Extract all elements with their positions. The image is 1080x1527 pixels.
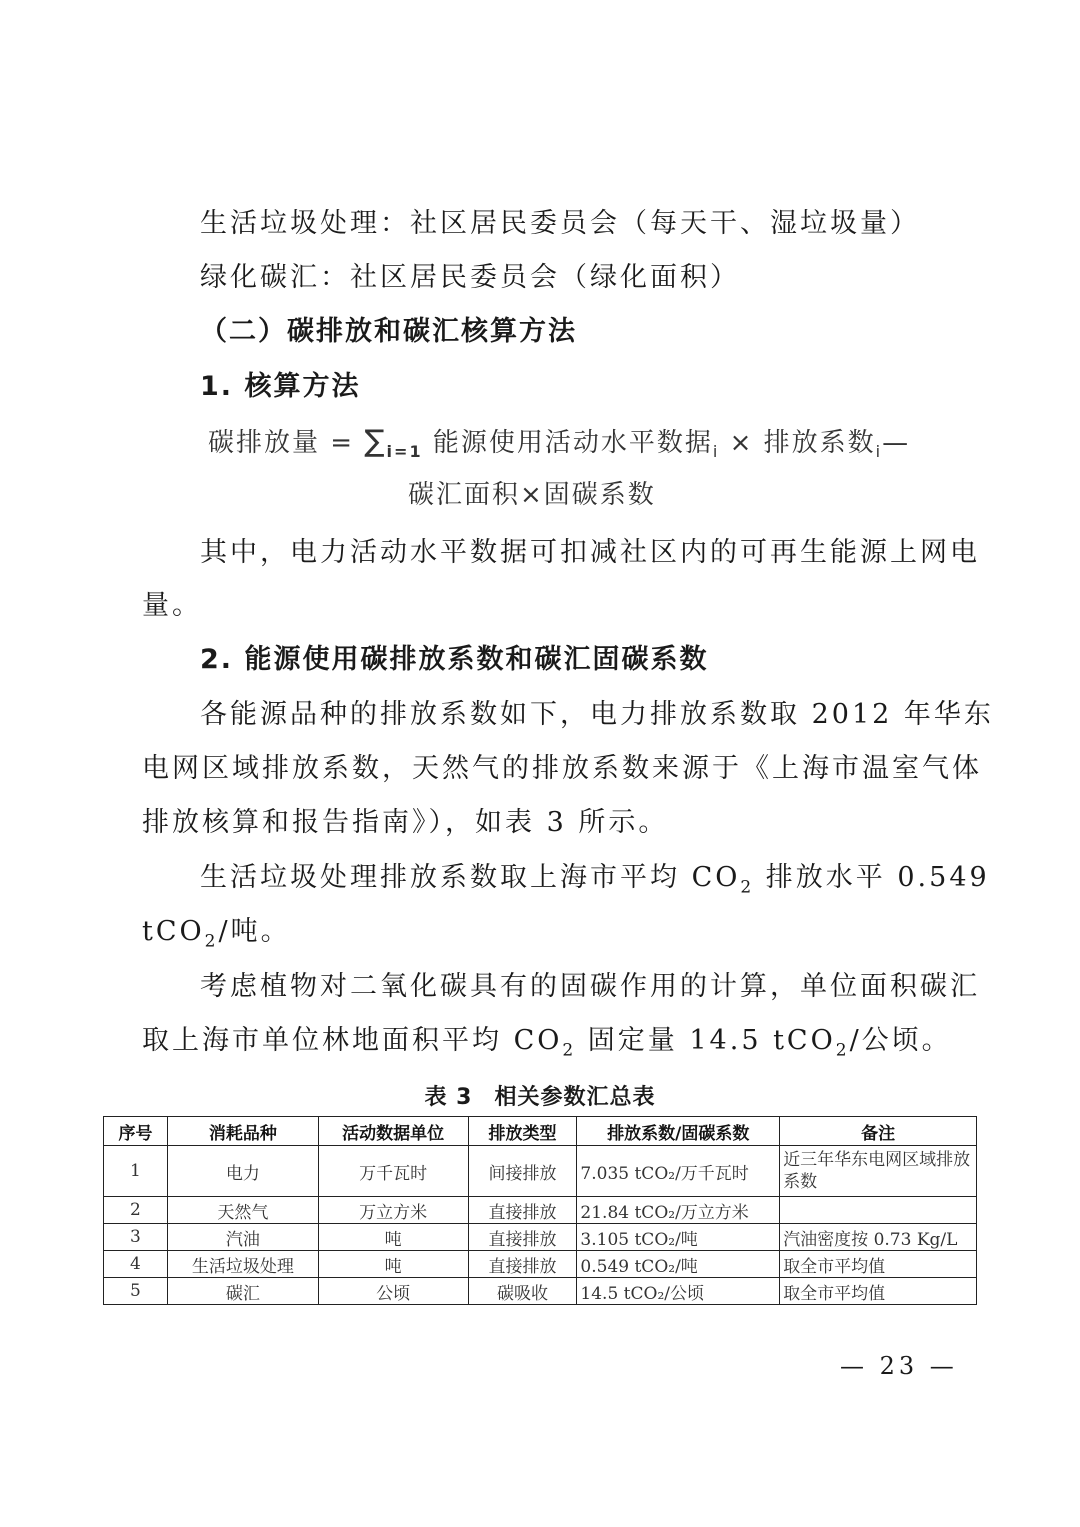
cell-unit: 万立方米 bbox=[318, 1197, 468, 1224]
cell-type: 间接排放 bbox=[468, 1146, 577, 1197]
cell-factor: 0.549 tCO₂/吨 bbox=[577, 1251, 780, 1278]
parameters-table bbox=[103, 1116, 977, 1305]
sink-line-2 bbox=[142, 1024, 952, 1067]
sum-index: i=1 bbox=[386, 442, 423, 462]
cell-factor: 21.84 tCO₂/万立方米 bbox=[577, 1197, 780, 1224]
electricity-note-line-2: 量。 bbox=[142, 590, 202, 621]
formula-minus: — bbox=[882, 428, 911, 458]
cell-unit: 公顷 bbox=[318, 1278, 468, 1305]
formula-line-2: 碳汇面积×固碳系数 bbox=[408, 480, 656, 510]
formula-lhs: 碳排放量 = bbox=[208, 428, 355, 458]
sink-value: 固定量 14.5 tCO bbox=[576, 1025, 836, 1056]
factors-line-2: 电网区域排放系数，天然气的排放系数来源于《上海市温室气体 bbox=[142, 753, 982, 784]
table-header-row bbox=[104, 1117, 977, 1146]
cell-factor: 7.035 tCO₂/万千瓦时 bbox=[577, 1146, 780, 1197]
cell-note: 取全市平均值 bbox=[780, 1278, 977, 1305]
green-data-source: 绿化碳汇：社区居民委员会（绿化面积） bbox=[200, 262, 740, 293]
section-heading: （二）碳排放和碳汇核算方法 bbox=[200, 316, 577, 347]
waste-factor-line-2 bbox=[142, 915, 291, 958]
cell-item: 汽油 bbox=[167, 1224, 318, 1251]
waste-factor-line-1 bbox=[200, 861, 990, 904]
sub-heading-factors: 2. 能源使用碳排放系数和碳汇固碳系数 bbox=[200, 644, 709, 675]
cell-index: 1 bbox=[104, 1146, 168, 1197]
sink-unit: /公顷。 bbox=[849, 1025, 952, 1056]
table-caption bbox=[0, 1080, 1080, 1111]
formula-subscript-i-2: i bbox=[875, 442, 883, 462]
cell-index: 4 bbox=[104, 1251, 168, 1278]
cell-note: 取全市平均值 bbox=[780, 1251, 977, 1278]
header-item: 消耗品种 bbox=[167, 1117, 318, 1146]
header-unit: 活动数据单位 bbox=[318, 1117, 468, 1146]
waste-factor-text: 生活垃圾处理排放系数取上海市平均 CO bbox=[200, 862, 741, 893]
cell-note bbox=[780, 1197, 977, 1224]
sum-symbol: ∑ bbox=[364, 424, 387, 459]
sink-line-1: 考虑植物对二氧化碳具有的固碳作用的计算，单位面积碳汇 bbox=[200, 971, 980, 1002]
co2-subscript: 2 bbox=[835, 1040, 850, 1061]
cell-type: 直接排放 bbox=[468, 1251, 577, 1278]
cell-factor: 14.5 tCO₂/公顷 bbox=[577, 1278, 780, 1305]
co2-subscript: 2 bbox=[740, 877, 755, 898]
header-type: 排放类型 bbox=[468, 1117, 577, 1146]
cell-item: 电力 bbox=[167, 1146, 318, 1197]
cell-note: 汽油密度按 0.73 Kg/L bbox=[780, 1224, 977, 1251]
cell-index: 3 bbox=[104, 1224, 168, 1251]
formula-term-factor: 排放系数 bbox=[763, 428, 876, 458]
factors-line-1: 各能源品种的排放系数如下，电力排放系数取 2012 年华东 bbox=[200, 699, 994, 730]
table-caption-title: 相关参数汇总表 bbox=[494, 1085, 656, 1110]
header-note: 备注 bbox=[780, 1117, 977, 1146]
waste-factor-value: 排放水平 0.549 bbox=[754, 862, 990, 893]
formula-line-1 bbox=[208, 425, 910, 469]
unit-tco: tCO bbox=[142, 916, 205, 947]
table-row bbox=[104, 1278, 977, 1305]
page-number: — 23 — bbox=[840, 1352, 958, 1380]
formula-times: × bbox=[729, 428, 754, 458]
cell-type: 直接排放 bbox=[468, 1224, 577, 1251]
cell-index: 2 bbox=[104, 1197, 168, 1224]
header-factor: 排放系数/固碳系数 bbox=[577, 1117, 780, 1146]
cell-item: 碳汇 bbox=[167, 1278, 318, 1305]
table-row bbox=[104, 1251, 977, 1278]
cell-factor: 3.105 tCO₂/吨 bbox=[577, 1224, 780, 1251]
cell-item: 生活垃圾处理 bbox=[167, 1251, 318, 1278]
co2-subscript: 2 bbox=[562, 1040, 577, 1061]
cell-index: 5 bbox=[104, 1278, 168, 1305]
header-index: 序号 bbox=[104, 1117, 168, 1146]
sub-heading-method: 1. 核算方法 bbox=[200, 371, 361, 402]
formula-term-activity: 能源使用活动水平数据 bbox=[432, 428, 713, 458]
table-row bbox=[104, 1197, 977, 1224]
electricity-note-line-1: 其中，电力活动水平数据可扣减社区内的可再生能源上网电 bbox=[200, 537, 980, 568]
cell-type: 碳吸收 bbox=[468, 1278, 577, 1305]
cell-unit: 万千瓦时 bbox=[318, 1146, 468, 1197]
sink-text: 取上海市单位林地面积平均 CO bbox=[142, 1025, 563, 1056]
co2-subscript: 2 bbox=[204, 931, 219, 952]
factors-line-3: 排放核算和报告指南》），如表 3 所示。 bbox=[142, 807, 669, 838]
cell-unit: 吨 bbox=[318, 1224, 468, 1251]
table-row bbox=[104, 1224, 977, 1251]
waste-data-source: 生活垃圾处理：社区居民委员会（每天干、湿垃圾量） bbox=[200, 208, 920, 239]
cell-type: 直接排放 bbox=[468, 1197, 577, 1224]
cell-note: 近三年华东电网区域排放系数 bbox=[780, 1146, 977, 1197]
table-row bbox=[104, 1146, 977, 1197]
cell-item: 天然气 bbox=[167, 1197, 318, 1224]
cell-unit: 吨 bbox=[318, 1251, 468, 1278]
unit-per-ton: /吨。 bbox=[218, 916, 291, 947]
table-caption-number: 表 3 bbox=[424, 1085, 473, 1110]
formula-subscript-i: i bbox=[712, 442, 720, 462]
